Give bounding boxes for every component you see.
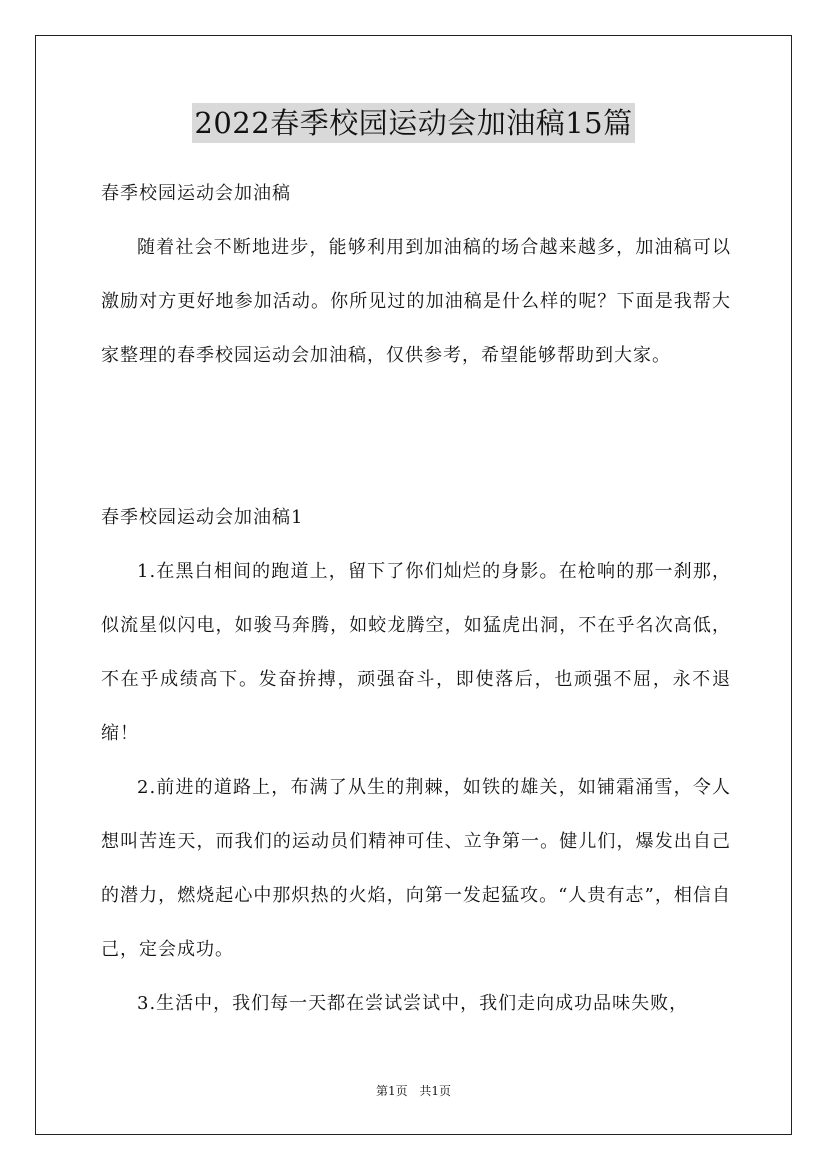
- page-footer: [0, 1082, 827, 1099]
- title-container: [0, 103, 827, 143]
- page-number: 第1页: [375, 1084, 408, 1098]
- subtitle: 春季校园运动会加油稿: [101, 183, 291, 204]
- page-total: 共1页: [419, 1084, 452, 1098]
- section-heading: 春季校园运动会加油稿1: [101, 507, 304, 528]
- intro-paragraph: 随着社会不断地进步，能够利用到加油稿的场合越来越多，加油稿可以激励对方更好地参加活动。你所见过的加油稿是什么样的呢？下面是我帮大家整理的春季校园运动会加油稿，仅供参考，希望能够帮助到大家。: [101, 237, 731, 366]
- paragraph-1: 1.在黑白相间的跑道上，留下了你们灿烂的身影。在枪响的那一刹那，似流星似闪电，如骏马奔腾，如蛟龙腾空，如猛虎出洞，不在乎名次高低，不在乎成绩高下。发奋拚搏，顽强奋斗，即使落后，也顽强不屈，永不退缩！: [101, 561, 731, 744]
- paragraph-2: 2.前进的道路上，布满了从生的荆棘，如铁的雄关，如铺霜涌雪，令人想叫苦连天，而我们的运动员们精神可佳、立争第一。健儿们，爆发出自己的潜力，燃烧起心中那炽热的火焰，向第一发起猛攻。“人贵有志”，相信自己，定会成功。: [101, 777, 731, 960]
- paragraph-3: 3.生活中，我们每一天都在尝试尝试中，我们走向成功品味失败，: [137, 993, 689, 1014]
- document-title: 2022春季校园运动会加油稿15篇: [192, 103, 634, 143]
